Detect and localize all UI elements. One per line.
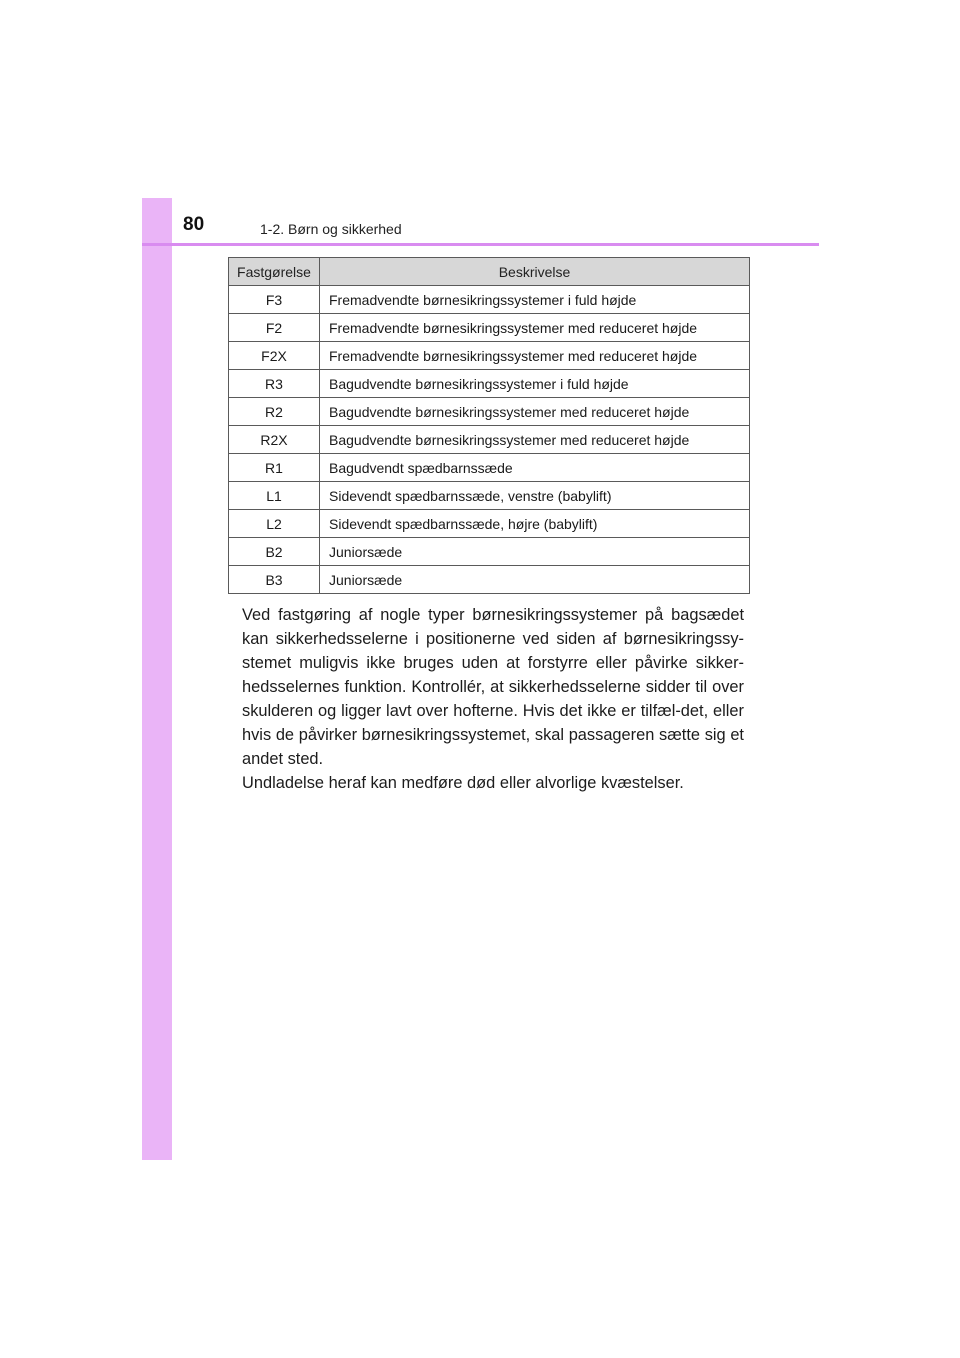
table-row [229,510,750,538]
fastening-code: R1 [229,454,320,482]
table-row [229,398,750,426]
fastening-code: R2 [229,398,320,426]
fastening-description: Bagudvendt spædbarnssæde [320,454,750,482]
fastening-code: L2 [229,510,320,538]
table-row [229,454,750,482]
fastening-description: Bagudvendte børnesikringssystemer med reduceret højde [320,398,750,426]
table-row [229,286,750,314]
notice-paragraph: Ved fastgøring af nogle typer børnesikringssystemer på bagsædet kan sikkerhedsselerne i positionerne ved siden af børnesikringssy-stemet muligvis ikke bruges uden at forstyrre eller påvirke sikker-hedsselernes funktion. Kontrollér, at sikkerhedsselerne sidder til over skulderen og ligger lavt over hofterne. Hvis det ikke er tilfæl-det, eller hvis de påvirker børnesikringssystemet, skal passageren sætte sig et andet sted. [242,606,744,768]
fastening-description: Bagudvendte børnesikringssystemer i fuld højde [320,370,750,398]
side-band [142,198,172,1160]
fastening-code: B3 [229,566,320,594]
fastening-description: Fremadvendte børnesikringssystemer i fuld højde [320,286,750,314]
table-row [229,566,750,594]
fastening-code: R2X [229,426,320,454]
fastening-description: Fremadvendte børnesikringssystemer med reduceret højde [320,342,750,370]
fastening-code: F3 [229,286,320,314]
fastening-description: Sidevendt spædbarnssæde, venstre (babylift) [320,482,750,510]
fastening-description: Fremadvendte børnesikringssystemer med reduceret højde [320,314,750,342]
table-row [229,538,750,566]
header-rule [142,243,819,246]
fastening-code: F2X [229,342,320,370]
table-row [229,314,750,342]
fastening-description: Sidevendt spædbarnssæde, højre (babylift) [320,510,750,538]
table-row [229,482,750,510]
table-row [229,342,750,370]
table-row [229,370,750,398]
fastening-code: F2 [229,314,320,342]
table-row [229,426,750,454]
notice-block [242,603,744,795]
fastening-code: R3 [229,370,320,398]
table-header-row [229,258,750,286]
fastening-table [228,257,750,594]
page-number: 80 [183,214,205,235]
fastening-description: Bagudvendte børnesikringssystemer med reduceret højde [320,426,750,454]
notice-warning: Undladelse heraf kan medføre død eller alvorlige kvæstelser. [242,774,684,792]
column-header-fastening: Fastgørelse [229,258,320,286]
section-title: 1-2. Børn og sikkerhed [260,221,402,237]
fastening-code: L1 [229,482,320,510]
column-header-description: Beskrivelse [320,258,750,286]
fastening-code: B2 [229,538,320,566]
fastening-description: Juniorsæde [320,566,750,594]
fastening-description: Juniorsæde [320,538,750,566]
